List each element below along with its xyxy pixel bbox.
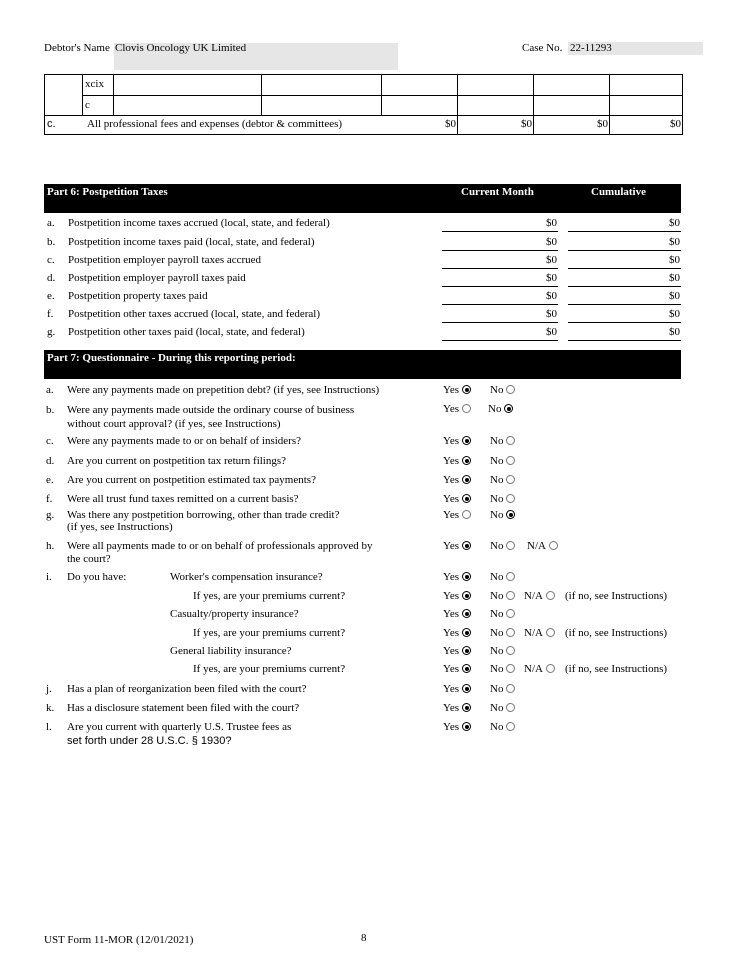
- question-text: If yes, are your premiums current?: [193, 663, 346, 675]
- no-label: No: [490, 435, 504, 447]
- yes-radio[interactable]: [462, 385, 471, 394]
- question-letter: j.: [46, 683, 52, 695]
- answer-yes[interactable]: [443, 721, 471, 733]
- yes-label: Yes: [443, 590, 460, 602]
- answer-no[interactable]: [490, 645, 515, 657]
- na-radio[interactable]: [549, 541, 558, 550]
- no-label: No: [490, 702, 504, 714]
- question-letter: e.: [46, 474, 54, 486]
- no-radio[interactable]: [506, 475, 515, 484]
- row-label: Postpetition income taxes accrued (local, state, and federal): [68, 217, 330, 229]
- answer-no[interactable]: [490, 702, 515, 714]
- cumulative-value: $0: [669, 308, 680, 320]
- question-text: the court?: [67, 553, 111, 565]
- answer-yes[interactable]: [443, 493, 471, 505]
- no-label: No: [490, 493, 504, 505]
- no-radio[interactable]: [506, 684, 515, 693]
- answer-no[interactable]: [490, 474, 515, 486]
- na-label: N/A: [524, 627, 543, 639]
- question-text: Do you have:: [67, 571, 127, 583]
- part7-title: Part 7: Questionnaire - During this reporting period:: [47, 352, 296, 364]
- answer-no[interactable]: [490, 663, 515, 675]
- yes-label: Yes: [443, 721, 460, 733]
- row-letter: e.: [47, 290, 55, 302]
- na-radio[interactable]: [546, 628, 555, 637]
- no-radio[interactable]: [504, 404, 513, 413]
- current-value: $0: [546, 290, 557, 302]
- form-id: UST Form 11-MOR (12/01/2021): [44, 934, 194, 946]
- row-label: Postpetition employer payroll taxes paid: [68, 272, 246, 284]
- total-value: $0: [521, 118, 532, 130]
- answer-no[interactable]: [490, 721, 515, 733]
- cumulative-value: $0: [669, 236, 680, 248]
- total-row-label: All professional fees and expenses (debtor & committees): [87, 118, 343, 130]
- table-row-number: xcix: [85, 78, 104, 90]
- no-label: No: [490, 608, 504, 620]
- yes-label: Yes: [443, 435, 460, 447]
- answer-yes[interactable]: [443, 645, 471, 657]
- yes-label: Yes: [443, 645, 460, 657]
- yes-radio[interactable]: [462, 541, 471, 550]
- answer-yes[interactable]: [443, 590, 471, 602]
- answer-na[interactable]: [527, 540, 558, 552]
- question-letter: d.: [46, 455, 55, 467]
- yes-radio[interactable]: [462, 456, 471, 465]
- answer-no[interactable]: [490, 590, 515, 602]
- na-radio[interactable]: [546, 664, 555, 673]
- answer-no[interactable]: [490, 571, 515, 583]
- yes-radio[interactable]: [462, 572, 471, 581]
- no-label: No: [488, 403, 502, 415]
- no-label: No: [490, 509, 504, 521]
- row-label: Postpetition other taxes accrued (local, state, and federal): [68, 308, 320, 320]
- answer-yes[interactable]: [443, 627, 471, 639]
- na-label: N/A: [524, 590, 543, 602]
- question-letter: f.: [46, 493, 53, 505]
- row-letter: f.: [47, 308, 54, 320]
- question-text: If yes, are your premiums current?: [193, 627, 346, 639]
- answer-no[interactable]: [490, 627, 515, 639]
- row-letter: c.: [47, 254, 55, 266]
- question-letter: i.: [46, 571, 52, 583]
- question-text: Were all trust fund taxes remitted on a current basis?: [67, 493, 299, 505]
- yes-label: Yes: [443, 663, 460, 675]
- current-value: $0: [546, 217, 557, 229]
- yes-label: Yes: [443, 608, 460, 620]
- cumulative-value: $0: [669, 254, 680, 266]
- no-label: No: [490, 627, 504, 639]
- no-radio[interactable]: [506, 436, 515, 445]
- question-text: Were all payments made to or on behalf of professionals approved by: [67, 540, 373, 552]
- answer-yes[interactable]: [443, 608, 471, 620]
- row-label: Postpetition other taxes paid (local, state, and federal): [68, 326, 305, 338]
- no-label: No: [490, 474, 504, 486]
- question-text: without court approval? (if yes, see Instructions): [67, 418, 281, 430]
- case-label: Case No.: [522, 42, 563, 54]
- question-text: Are you current on postpetition tax return filings?: [67, 455, 287, 467]
- no-radio[interactable]: [506, 703, 515, 712]
- current-value: $0: [546, 308, 557, 320]
- answer-yes[interactable]: [443, 540, 471, 552]
- answer-yes[interactable]: [443, 474, 471, 486]
- case-number: 22-11293: [570, 42, 612, 54]
- yes-label: Yes: [443, 403, 460, 415]
- total-row-letter: c.: [47, 118, 56, 130]
- yes-radio[interactable]: [462, 664, 471, 673]
- question-text: Are you current with quarterly U.S. Trustee fees as: [67, 721, 292, 733]
- yes-radio[interactable]: [462, 494, 471, 503]
- answer-yes[interactable]: [443, 663, 471, 675]
- no-label: No: [490, 590, 504, 602]
- question-text: Were any payments made to or on behalf of insiders?: [67, 435, 302, 447]
- question-text: set forth under 28 U.S.C. § 1930?: [67, 735, 232, 747]
- yes-label: Yes: [443, 384, 460, 396]
- no-radio[interactable]: [506, 541, 515, 550]
- no-radio[interactable]: [506, 722, 515, 731]
- answer-na[interactable]: [524, 627, 555, 639]
- answer-no[interactable]: [490, 509, 515, 521]
- yes-label: Yes: [443, 702, 460, 714]
- no-label: No: [490, 384, 504, 396]
- question-letter: h.: [46, 540, 55, 552]
- yes-radio[interactable]: [462, 703, 471, 712]
- yes-radio[interactable]: [462, 628, 471, 637]
- debtor-name: Clovis Oncology UK Limited: [115, 42, 247, 54]
- part6-header: [44, 184, 681, 213]
- answer-no[interactable]: [490, 540, 515, 552]
- no-label: No: [490, 455, 504, 467]
- question-letter: k.: [46, 702, 55, 714]
- question-text: If yes, are your premiums current?: [193, 590, 346, 602]
- question-letter: b.: [46, 404, 55, 416]
- if-no-note: (if no, see Instructions): [565, 663, 668, 675]
- yes-label: Yes: [443, 571, 460, 583]
- row-label: Postpetition income taxes paid (local, state, and federal): [68, 236, 315, 248]
- answer-yes[interactable]: [443, 435, 471, 447]
- answer-yes[interactable]: [443, 571, 471, 583]
- total-value: $0: [445, 118, 456, 130]
- row-label: Postpetition employer payroll taxes accrued: [68, 254, 262, 266]
- no-radio[interactable]: [506, 628, 515, 637]
- na-label: N/A: [527, 540, 546, 552]
- question-text: Were any payments made on prepetition debt? (if yes, see Instructions): [67, 384, 380, 396]
- yes-label: Yes: [443, 683, 460, 695]
- answer-yes[interactable]: [443, 403, 471, 415]
- current-value: $0: [546, 326, 557, 338]
- no-radio[interactable]: [506, 591, 515, 600]
- question-text: Has a plan of reorganization been filed with the court?: [67, 683, 307, 695]
- yes-radio[interactable]: [462, 591, 471, 600]
- answer-yes[interactable]: [443, 683, 471, 695]
- answer-na[interactable]: [524, 663, 555, 675]
- question-letter: a.: [46, 384, 54, 396]
- yes-label: Yes: [443, 474, 460, 486]
- answer-na[interactable]: [524, 590, 555, 602]
- question-text: Casualty/property insurance?: [170, 608, 299, 620]
- row-letter: b.: [47, 236, 56, 248]
- yes-radio[interactable]: [462, 609, 471, 618]
- question-letter: l.: [46, 721, 52, 733]
- debtor-label: Debtor's Name: [44, 42, 110, 54]
- cumulative-value: $0: [669, 326, 680, 338]
- row-letter: g.: [47, 326, 56, 338]
- question-letter: g.: [46, 509, 55, 521]
- question-text: Are you current on postpetition estimated tax payments?: [67, 474, 316, 486]
- no-radio[interactable]: [506, 494, 515, 503]
- row-letter: d.: [47, 272, 56, 284]
- no-label: No: [490, 663, 504, 675]
- yes-label: Yes: [443, 493, 460, 505]
- yes-radio[interactable]: [462, 722, 471, 731]
- question-text: Were any payments made outside the ordinary course of business: [67, 404, 355, 416]
- no-radio[interactable]: [506, 510, 515, 519]
- yes-radio[interactable]: [462, 436, 471, 445]
- answer-no[interactable]: [490, 435, 515, 447]
- current-month-heading: Current Month: [461, 186, 534, 198]
- answer-no[interactable]: [490, 455, 515, 467]
- na-label: N/A: [524, 663, 543, 675]
- question-letter: c.: [46, 435, 54, 447]
- total-value: $0: [597, 118, 608, 130]
- current-value: $0: [546, 254, 557, 266]
- yes-label: Yes: [443, 540, 460, 552]
- question-text: (if yes, see Instructions): [67, 521, 173, 533]
- yes-radio[interactable]: [462, 475, 471, 484]
- part7-header: [44, 350, 681, 379]
- no-label: No: [490, 721, 504, 733]
- row-letter: a.: [47, 217, 55, 229]
- yes-radio[interactable]: [462, 684, 471, 693]
- na-radio[interactable]: [546, 591, 555, 600]
- page-number: 8: [361, 932, 367, 944]
- no-radio[interactable]: [506, 385, 515, 394]
- no-label: No: [490, 540, 504, 552]
- answer-no[interactable]: [490, 384, 515, 396]
- no-radio[interactable]: [506, 664, 515, 673]
- yes-label: Yes: [443, 455, 460, 467]
- answer-yes[interactable]: [443, 509, 471, 521]
- answer-no[interactable]: [490, 608, 515, 620]
- yes-radio[interactable]: [462, 404, 471, 413]
- no-label: No: [490, 683, 504, 695]
- question-text: Was there any postpetition borrowing, other than trade credit?: [67, 509, 340, 521]
- answer-yes[interactable]: [443, 455, 471, 467]
- answer-no[interactable]: [490, 493, 515, 505]
- cumulative-value: $0: [669, 217, 680, 229]
- if-no-note: (if no, see Instructions): [565, 627, 668, 639]
- total-value: $0: [670, 118, 681, 130]
- answer-no[interactable]: [488, 403, 513, 415]
- cumulative-heading: Cumulative: [591, 186, 646, 198]
- yes-label: Yes: [443, 509, 460, 521]
- yes-label: Yes: [443, 627, 460, 639]
- yes-radio[interactable]: [462, 510, 471, 519]
- cumulative-value: $0: [669, 290, 680, 302]
- question-text: Worker's compensation insurance?: [170, 571, 323, 583]
- no-radio[interactable]: [506, 609, 515, 618]
- row-label: Postpetition property taxes paid: [68, 290, 208, 302]
- table-row-number: c: [85, 99, 90, 111]
- current-value: $0: [546, 272, 557, 284]
- no-radio[interactable]: [506, 456, 515, 465]
- question-text: General liability insurance?: [170, 645, 292, 657]
- part6-title: Part 6: Postpetition Taxes: [47, 186, 168, 198]
- answer-yes[interactable]: [443, 702, 471, 714]
- no-radio[interactable]: [506, 646, 515, 655]
- answer-yes[interactable]: [443, 384, 471, 396]
- answer-no[interactable]: [490, 683, 515, 695]
- no-label: No: [490, 571, 504, 583]
- no-radio[interactable]: [506, 572, 515, 581]
- current-value: $0: [546, 236, 557, 248]
- question-text: Has a disclosure statement been filed with the court?: [67, 702, 300, 714]
- if-no-note: (if no, see Instructions): [565, 590, 668, 602]
- yes-radio[interactable]: [462, 646, 471, 655]
- cumulative-value: $0: [669, 272, 680, 284]
- no-label: No: [490, 645, 504, 657]
